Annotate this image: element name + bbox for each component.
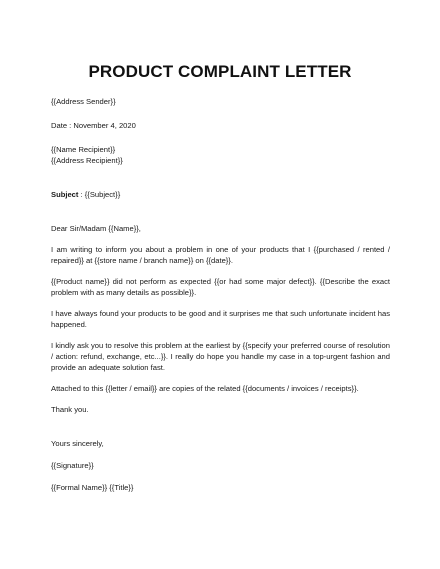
formal-name-title: {{Formal Name}} {{Title}} <box>51 483 134 492</box>
paragraph-intro: I am writing to inform you about a problem in one of your products that I {{purchased / rented / repaired}} at {{store name / branch name}} on {{date}}. <box>51 245 390 265</box>
document-title: PRODUCT COMPLAINT LETTER <box>88 62 352 81</box>
paragraph-thanks: Thank you. <box>51 405 89 414</box>
name-recipient: {{Name Recipient}} <box>51 145 116 154</box>
paragraph-attachments: Attached to this {{letter / email}} are copies of the related {{documents / invoices / receipts}}. <box>51 384 359 393</box>
closing: Yours sincerely, <box>51 439 104 448</box>
subject-label: Subject <box>51 190 79 199</box>
paragraph-resolution: I kindly ask you to resolve this problem at the earliest by {{specify your preferred course of resolution / action: refund, exchange, etc...}}. I really do hope you handle my case in a top-urgent fashion and provide an adequate solution fast. <box>51 341 390 372</box>
date-line: Date : November 4, 2020 <box>51 121 136 130</box>
address-sender: {{Address Sender}} <box>51 97 116 106</box>
paragraph-defect: {{Product name}} did not perform as expected {{or had some major defect}}. {{Describe the exact problem with as many details as possible}}. <box>51 277 390 297</box>
salutation: Dear Sir/Madam {{Name}}, <box>51 224 141 233</box>
address-recipient: {{Address Recipient}} <box>51 156 123 165</box>
subject-line <box>51 189 390 200</box>
paragraph-surprise: I have always found your products to be good and it surprises me that such unfortunate incident has happened. <box>51 309 390 329</box>
signature: {{Signature}} <box>51 461 94 470</box>
letter-body <box>51 96 390 493</box>
subject-value: : {{Subject}} <box>78 190 121 199</box>
